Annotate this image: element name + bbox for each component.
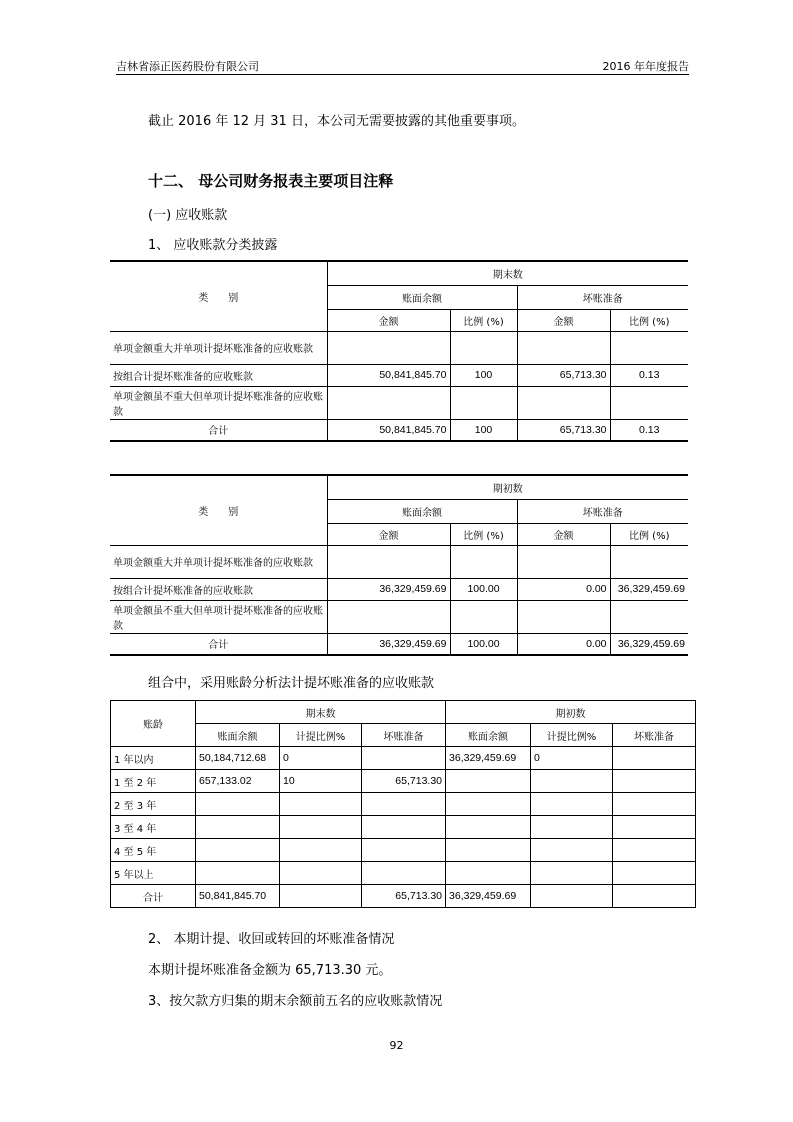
- cell: [196, 816, 280, 839]
- cell: [446, 816, 531, 839]
- cell: [450, 386, 517, 419]
- cell: [280, 793, 362, 816]
- table-row: [110, 545, 688, 578]
- book-balance-header: 账面余额: [327, 499, 517, 523]
- table-row: [111, 770, 696, 793]
- cell: 0.00: [517, 633, 610, 655]
- cell: [613, 747, 696, 770]
- cell: [613, 862, 696, 885]
- cell: [613, 885, 696, 908]
- cell: [531, 816, 613, 839]
- item-1-title: 1、 应收账款分类披露: [148, 238, 278, 253]
- sub-header: 计提比例%: [280, 724, 362, 747]
- table-row: [110, 386, 688, 419]
- row-label: 4 至 5 年: [111, 839, 196, 862]
- cell: [280, 839, 362, 862]
- cell: [446, 793, 531, 816]
- row-label: 单项金额虽不重大但单项计提坏账准备的应收账款: [110, 600, 327, 633]
- cell: 65,713.30: [517, 419, 610, 441]
- cell: [610, 545, 688, 578]
- table-row: [111, 793, 696, 816]
- cell: [196, 793, 280, 816]
- cell: [196, 862, 280, 885]
- start-period-header: 期初数: [446, 701, 696, 724]
- cell: 100.00: [450, 578, 517, 600]
- cell: [362, 816, 446, 839]
- table-row: [111, 816, 696, 839]
- row-label: 1 至 2 年: [111, 770, 196, 793]
- age-header: 账龄: [111, 701, 196, 747]
- table-row: [110, 419, 688, 441]
- cell: [613, 793, 696, 816]
- cell: [517, 600, 610, 633]
- row-label: 合计: [110, 419, 327, 441]
- cell: [450, 545, 517, 578]
- period-header: 期末数: [327, 261, 688, 285]
- cell: [327, 386, 450, 419]
- table-row: [110, 633, 688, 655]
- row-label: 合计: [110, 633, 327, 655]
- sub-header: 账面余额: [446, 724, 531, 747]
- table-row: [111, 885, 696, 908]
- table-row: [111, 862, 696, 885]
- table-row: [110, 578, 688, 600]
- cell: [196, 839, 280, 862]
- cell: [531, 862, 613, 885]
- cell: 0: [531, 747, 613, 770]
- row-label: 按组合计提坏账准备的应收账款: [110, 364, 327, 386]
- subsection-title: (一) 应收账款: [148, 208, 228, 223]
- table-row: [110, 600, 688, 633]
- cell: 65,713.30: [517, 364, 610, 386]
- cell: 65,713.30: [362, 770, 446, 793]
- bad-debt-header: 坏账准备: [517, 499, 688, 523]
- aging-table: [110, 700, 696, 908]
- row-label: 5 年以上: [111, 862, 196, 885]
- row-label: 单项金额虽不重大但单项计提坏账准备的应收账款: [110, 386, 327, 419]
- row-label: 单项金额重大并单项计提坏账准备的应收账款: [110, 545, 327, 578]
- cell: 0: [280, 747, 362, 770]
- amount-header: 金额: [327, 523, 450, 545]
- cell: 36,329,459.69: [610, 578, 688, 600]
- cell: [517, 386, 610, 419]
- cell: [610, 331, 688, 364]
- sub-header: 坏账准备: [362, 724, 446, 747]
- book-balance-header: 账面余额: [327, 285, 517, 309]
- bad-debt-header: 坏账准备: [517, 285, 688, 309]
- receivables-end-table: [110, 260, 688, 442]
- cell: 10: [280, 770, 362, 793]
- cell: 36,329,459.69: [327, 578, 450, 600]
- cell: [446, 770, 531, 793]
- end-period-header: 期末数: [196, 701, 446, 724]
- page-header: [116, 54, 689, 75]
- cell: [446, 839, 531, 862]
- amount-header: 金额: [327, 309, 450, 331]
- cell: [280, 816, 362, 839]
- cell: 36,329,459.69: [327, 633, 450, 655]
- cell: [531, 885, 613, 908]
- cell: 36,329,459.69: [446, 885, 531, 908]
- cell: 36,329,459.69: [446, 747, 531, 770]
- category-header: 类 别: [110, 261, 327, 331]
- item-2-text: 本期计提坏账准备金额为 65,713.30 元。: [148, 963, 392, 978]
- row-label: 合计: [111, 885, 196, 908]
- cell: [327, 600, 450, 633]
- cell: 0.13: [610, 419, 688, 441]
- ratio-header: 比例 (%): [450, 523, 517, 545]
- item-2-title: 2、 本期计提、收回或转回的坏账准备情况: [148, 932, 395, 947]
- amount-header: 金额: [517, 309, 610, 331]
- sub-header: 计提比例%: [531, 724, 613, 747]
- cell: [362, 862, 446, 885]
- row-label: 按组合计提坏账准备的应收账款: [110, 578, 327, 600]
- row-label: 3 至 4 年: [111, 816, 196, 839]
- cell: [531, 770, 613, 793]
- ratio-header: 比例 (%): [610, 309, 688, 331]
- cell: 36,329,459.69: [610, 633, 688, 655]
- cell: 100.00: [450, 633, 517, 655]
- report-title: 2016 年年度报告: [602, 60, 689, 73]
- sub-header: 坏账准备: [613, 724, 696, 747]
- cell: 100: [450, 364, 517, 386]
- cell: [613, 839, 696, 862]
- cell: [327, 545, 450, 578]
- row-label: 单项金额重大并单项计提坏账准备的应收账款: [110, 331, 327, 364]
- intro-paragraph: 截止 2016 年 12 月 31 日，本公司无需要披露的其他重要事项。: [148, 114, 525, 129]
- aging-intro: 组合中，采用账龄分析法计提坏账准备的应收账款: [148, 676, 435, 691]
- cell: 657,133.02: [196, 770, 280, 793]
- cell: [610, 386, 688, 419]
- company-name: 吉林省添正医药股份有限公司: [116, 60, 259, 73]
- cell: [450, 600, 517, 633]
- cell: 50,841,845.70: [327, 364, 450, 386]
- row-label: 1 年以内: [111, 747, 196, 770]
- sub-header: 账面余额: [196, 724, 280, 747]
- receivables-start-table: [110, 474, 688, 656]
- page-number: 92: [389, 1039, 404, 1052]
- cell: [610, 600, 688, 633]
- cell: [613, 816, 696, 839]
- period-header: 期初数: [327, 475, 688, 499]
- amount-header: 金额: [517, 523, 610, 545]
- cell: [362, 747, 446, 770]
- section-title: 十二、 母公司财务报表主要项目注释: [148, 172, 394, 190]
- item-3-title: 3、按欠款方归集的期末余额前五名的应收账款情况: [148, 994, 443, 1009]
- cell: [517, 331, 610, 364]
- cell: [613, 770, 696, 793]
- cell: 50,184,712.68: [196, 747, 280, 770]
- cell: [531, 793, 613, 816]
- cell: [280, 862, 362, 885]
- ratio-header: 比例 (%): [450, 309, 517, 331]
- ratio-header: 比例 (%): [610, 523, 688, 545]
- category-header: 类 别: [110, 475, 327, 545]
- cell: 0.00: [517, 578, 610, 600]
- cell: [517, 545, 610, 578]
- cell: 100: [450, 419, 517, 441]
- table-row: [110, 331, 688, 364]
- cell: 0.13: [610, 364, 688, 386]
- cell: [280, 885, 362, 908]
- cell: [531, 839, 613, 862]
- cell: 65,713.30: [362, 885, 446, 908]
- cell: [446, 862, 531, 885]
- table-row: [111, 747, 696, 770]
- row-label: 2 至 3 年: [111, 793, 196, 816]
- cell: 50,841,845.70: [327, 419, 450, 441]
- table-row: [110, 364, 688, 386]
- cell: [327, 331, 450, 364]
- cell: [450, 331, 517, 364]
- cell: 50,841,845.70: [196, 885, 280, 908]
- cell: [362, 793, 446, 816]
- cell: [362, 839, 446, 862]
- table-row: [111, 839, 696, 862]
